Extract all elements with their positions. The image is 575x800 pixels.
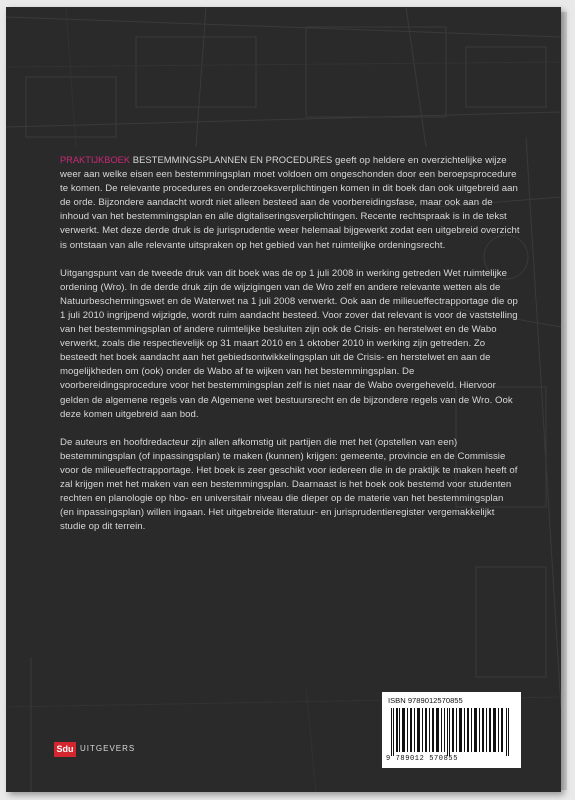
paragraph-authors: De auteurs en hoofdredacteur zijn allen afkomstig uit partijen die met het (opstellen van een) bestemmingsplan (of inpassingsplan) te maken (kunnen) krijgen: gemeente, provincie en de Commissie voor de milieueffectrapportage. Het boek is zeer geschikt voor iedereen die in de praktijk te maken heeft of zal krijgen met het maken van een bestemmingsplan. Daarnaast is het boek ook bestemd voor studenten rechten en planologie op hbo- en universitair niveau die dieper op de materie van het bestemmingsplan (en inpassingsplan) willen ingaan. Het uitgebreide literatuur- en jurisprudentieregister vergemakkelijkt studie op dit terrein. [60, 436, 518, 533]
paragraph-second-edition: Uitgangspunt van de tweede druk van dit boek was de op 1 juli 2008 in werking getreden Wet ruimtelijke ordening (Wro). In de derde druk zijn de wijzigingen van de Wro zelf en andere relevante wetten als de Natuurbeschermingswet en de Waterwet na 1 juli 2008 verwerkt. Ook aan de milieueffectrapportage die op 1 juli 2010 ingrijpend wijzigde, wordt ruim aandacht besteed. Voor zover dat relevant is voor de vaststelling van het bestemmingsplan of andere ruimtelijke besluiten zijn ook de Crisis- en herstelwet en de Wabo verwerkt, zoals die respectievelijk op 31 maart 2010 en 1 oktober 2010 in werking zijn getreden. Zo besteedt het boek aandacht aan het gebiedsontwikkelingsplan uit de Crisis- en herstelwet en aan de mogelijkheden om (ook) onder de Wabo af te wijken van het bestemmingsplan. De voorbereidingsprocedure voor het bestemmingsplan zelf is niet naar de Wabo overgeheveld. Hiervoor gelden de algemene regels van de Algemene wet bestuursrecht en de bijzondere regels van de Wro. Ook deze komen uitgebreid aan bod. [60, 267, 518, 420]
paragraph-intro-body: geeft op heldere en overzichtelijke wijze weer aan welke eisen een bestemmingsplan moet voldoen om ongeschonden door een beroepsprocedure te komen. De relevante procedures en onderzoeksverplichtingen komen in dit boek dan ook uitgebreid aan de orde. Bijzondere aandacht wordt niet alleen besteed aan de voorbereidingsfase, maar ook aan de inhoud van het bestemmingsplan en alle digitaliseringsverplichtingen. Recente rechtspraak is in de tekst verwerkt. Met deze derde druk is de jurisprudentie weer helemaal bijgewerkt zodat een uitgebreid overzicht is ontstaan van alle relevante uitspraken op het gebied van het ruimtelijke ordeningsrecht. [60, 155, 520, 251]
barcode-icon [389, 708, 515, 756]
book-title: BESTEMMINGSPLANNEN EN PROCEDURES [132, 154, 333, 165]
cover-description [60, 153, 520, 548]
paragraph-intro [60, 153, 520, 253]
book-back-cover [6, 7, 561, 792]
sdu-logo-mark: Sdu [54, 742, 76, 757]
barcode-digits: 9 789012 570855 [386, 755, 459, 763]
page-edge [561, 12, 567, 790]
isbn-barcode-box [382, 692, 521, 768]
isbn-label: ISBN 9789012570855 [388, 696, 463, 705]
series-label: PRAKTIJKBOEK [60, 155, 131, 165]
publisher-name: UITGEVERS [80, 744, 136, 753]
